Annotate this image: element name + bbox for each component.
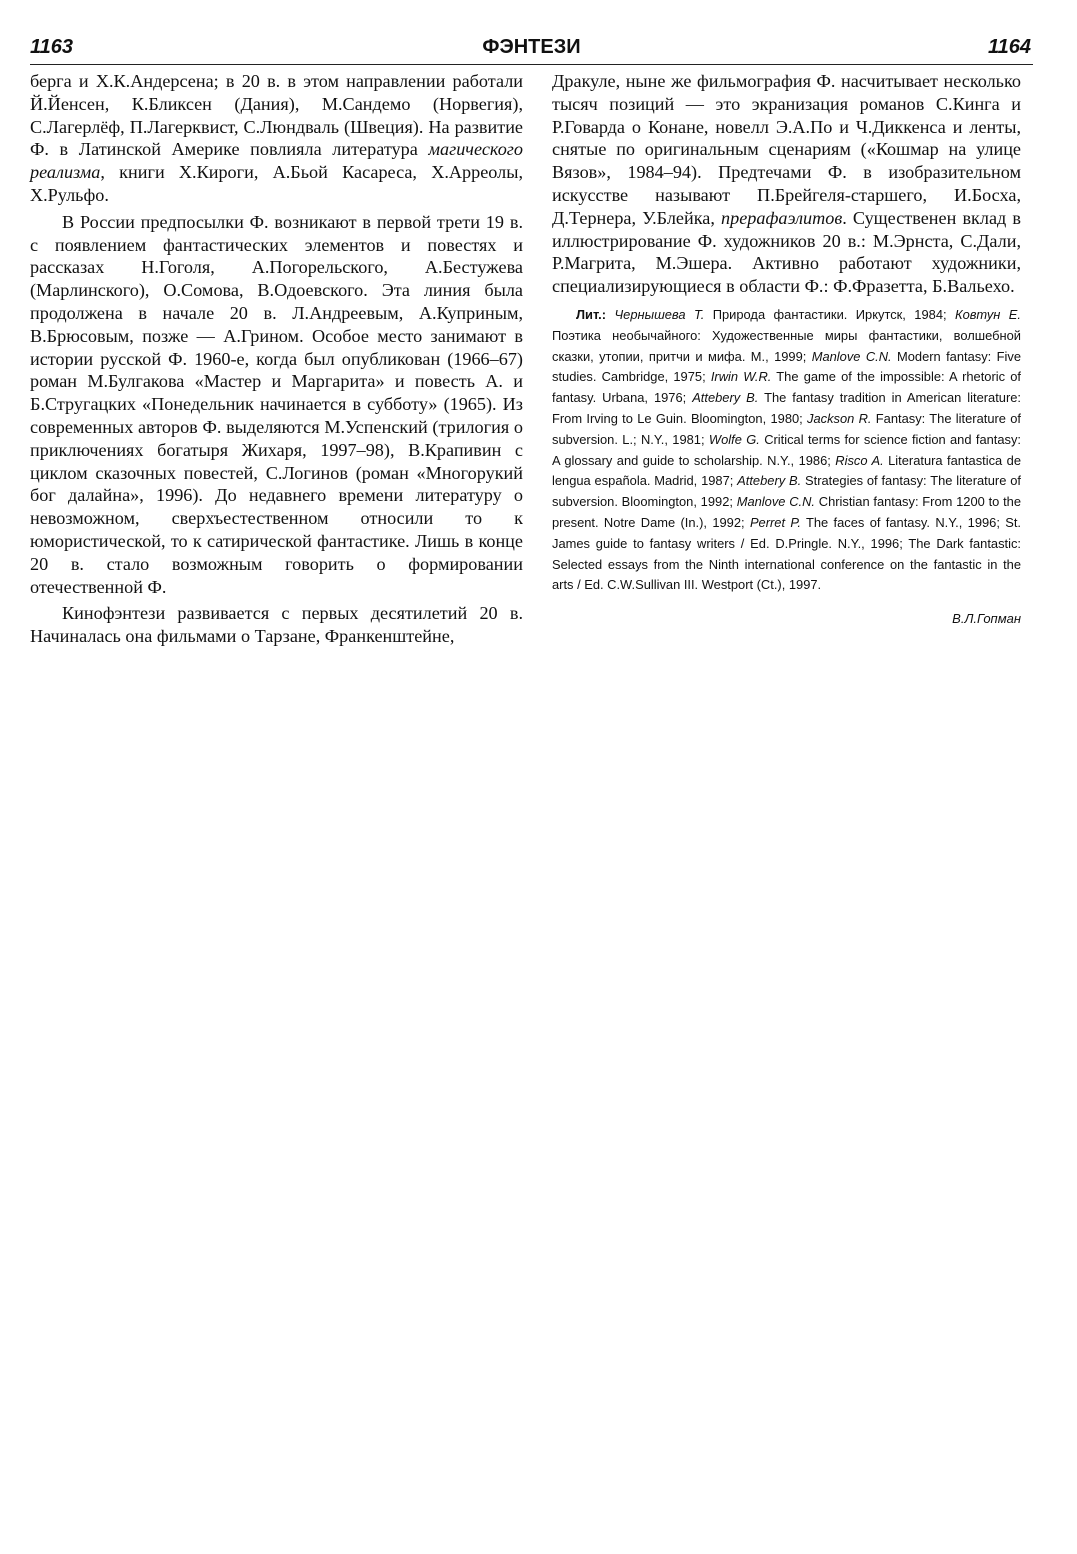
literature-author: Attebery B. — [692, 390, 759, 406]
literature-author: Risco A. — [835, 452, 884, 468]
literature-entry: The game of the impossible: A rhetoric of fantasy. Urbana, 1976; — [552, 369, 1021, 406]
paragraph-text: Дракуле, ныне же фильмография Ф. насчитывает несколько тысяч позиций — это экранизация романов С.Кинга и Р.Говарда о Конане, новелл Э.А.По и Ч.Диккенса и ленты, снятые по оригинальным сценариям («Кошмар на улице Вязов», 1984–94). Предтечами Ф. в изобразительном искусстве называют П.Брейгеля-старшего, И.Босха, Д.Тернера, У.Блейка, — [552, 71, 1021, 228]
paragraph-text: , книги Х.Кироги, А.Бьой Касареса, Х.Арреолы, Х.Рульфо. — [30, 162, 523, 205]
paragraph-scandinavia-latin-america — [30, 70, 523, 207]
literature-author: Ковтун Е. — [955, 306, 1021, 322]
literature-entry: Strategies of fantasy: The literature of subversion. Bloomington, 1992; — [552, 473, 1021, 510]
literature-author: Wolfe G. — [708, 431, 760, 447]
literature-author: Чернышева Т. — [614, 306, 705, 322]
paragraph-russia: В России предпосылки Ф. возникают в первой трети 19 в. с появлением фантастических элементов и повестях и рассказах Н.Гоголя, А.Погорельского, А.Бестужева (Марлинского), О.Сомова, В.Одоевского. Эта линия была продолжена в начале 20 в. Л.Андреевым, А.Куприным, В.Брюсовым, позже — А.Грином. Особое место занимают в истории русской Ф. 1960-е, когда был опубликован (1966–67) роман М.Булгакова «Мастер и Маргарита» и повесть А. и Б.Стругацких «Понедельник начинается в субботу» (1965). Из современных авторов Ф. выделяются М.Успенский (трилогия о приключениях богатыря Жихаря, 1997–98), В.Крапивин с циклом сказочных повестей, С.Логинов (роман «Многорукий бог далайна», 1996). До недавнего времени литературу о невозможном, сверхъестественном относили то к юмористической, то к сатирической фантастике. Лишь в конце 20 в. стало возможным говорить о формировании отечественной Ф. — [30, 211, 523, 597]
running-header — [30, 34, 1033, 65]
section-title: ФЭНТЕЗИ — [482, 36, 581, 58]
right-column — [552, 70, 1021, 642]
term-pre-raphaelites: прерафаэлитов — [721, 207, 843, 228]
literature-entry: Literatura fantastica de lengua española. Madrid, 1987; — [552, 452, 1022, 489]
paragraph-cinema: Кинофэнтези развивается с первых десятилетий 20 в. Начиналась она фильмами о Тарзане, Франкенштейне, — [30, 603, 523, 647]
page-number-right: 1164 — [987, 36, 1031, 58]
literature-label: Лит.: — [576, 306, 607, 322]
literature-author: Manlove C.N. — [736, 494, 815, 510]
literature-author: Manlove C.N. — [811, 348, 892, 364]
literature-entry: Christian fantasy: From 1200 to the present. Notre Dame (In.), 1992; — [552, 494, 1022, 530]
left-column — [30, 70, 523, 648]
literature-author: Attebery B. — [737, 473, 802, 489]
literature-author: Irwin W.R. — [710, 369, 772, 385]
literature-entry: Поэтика необычайного: Художественные миры фантастики, волшебной сказки, утопии, притчи и мифа. М., 1999; — [552, 327, 1021, 364]
literature-entry: The faces of fantasy. N.Y., 1996; St. James guide to fantasy writers / Ed. D.Pringle. N.Y., 1996; The Dark fantastic: Selected essays from the Ninth international conference on the fantastic in the arts / Ed. C.W.Sullivan III. Westport (Ct.), 1997. — [552, 514, 1022, 593]
literature-entry: Природа фантастики. Иркутск, 1984; — [704, 306, 956, 322]
literature-entry: Critical terms for science fiction and fantasy: A glossary and guide to scholarship. N.Y., 1986; — [552, 431, 1022, 468]
literature-entry: Modern fantasy: Five studies. Cambridge, 1975; — [552, 348, 1021, 385]
paragraph-text: берга и Х.К.Андерсена; в 20 в. в этом направлении работали Й.Йенсен, К.Бликсен (Дания), М.Сандемо (Норвегия), С.Лагерлёф, П.Лагерквист, С.Люндваль (Швеция). На развитие Ф. в Латинской Америке повлияла литература — [30, 71, 523, 160]
literature-author: Jackson R. — [807, 410, 872, 426]
literature-list — [552, 305, 1021, 596]
literature-author: Perret P. — [749, 514, 801, 530]
paragraph-text: . Существенен вклад в иллюстрирование Ф. художников 20 в.: М.Эрнста, С.Дали, Р.Магрита, М.Эшера. Активно работают художники, специализирующиеся в области Ф.: Ф.Фразетта, Б.Вальехо. — [552, 207, 1021, 297]
term-magic-realism: магического реализма — [30, 139, 523, 183]
paragraph-film-and-art — [552, 70, 1021, 298]
author-signature: В.Л.Гопман — [952, 611, 1021, 627]
page-number-left: 1163 — [30, 36, 74, 58]
literature-entry: The fantasy tradition in American literature: From Irving to Le Guin. Bloomington, 1980; — [552, 390, 1021, 426]
literature-entry: Fantasy: The literature of subversion. L.; N.Y., 1981; — [552, 410, 1021, 447]
